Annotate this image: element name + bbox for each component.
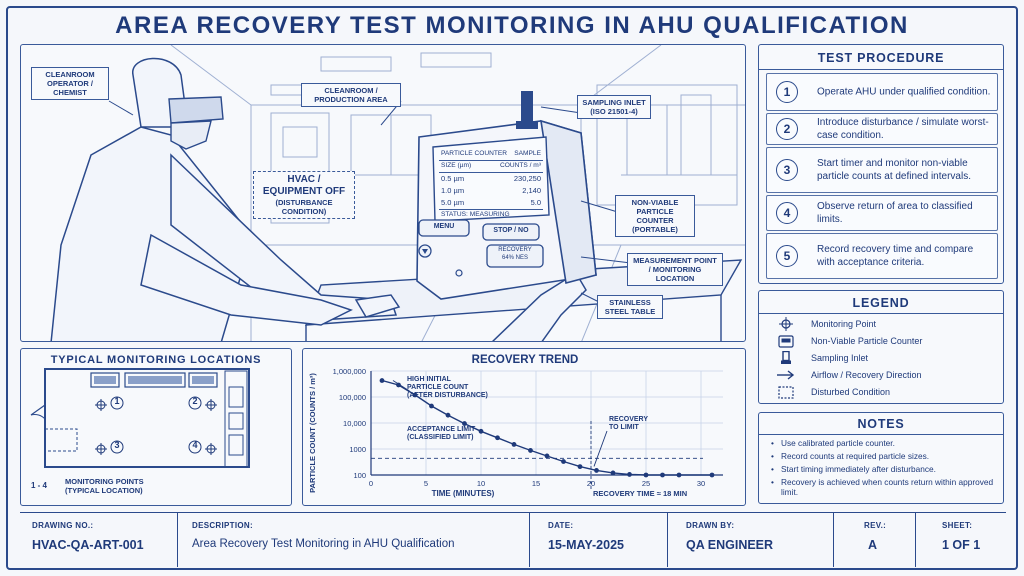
monitoring-point-icon (777, 317, 795, 331)
note-item: • Recovery is achieved when counts return within approved limit. (769, 477, 995, 498)
screen-col-size: SIZE (µm) (441, 161, 472, 169)
data-point (594, 468, 599, 473)
sheet-value: 1 OF 1 (942, 538, 981, 552)
data-point (545, 454, 550, 459)
operator-label: CLEANROOM OPERATOR / CHEMIST (31, 67, 109, 100)
data-point (512, 442, 517, 447)
recovery-time-annotation: RECOVERY TIME ≈ 18 MIN (593, 489, 688, 498)
floor-plan (21, 349, 293, 507)
recovery-button-line2: 64% NES (501, 254, 528, 261)
data-point (710, 473, 715, 478)
data-point (495, 435, 500, 440)
rev-cell (834, 513, 916, 567)
screen-size: 0.5 µm (441, 173, 465, 183)
title-underline (759, 313, 1003, 314)
notes-panel (758, 412, 1004, 504)
screen-size: 1.0 µm (441, 185, 465, 195)
recovery-button[interactable] (487, 247, 543, 263)
illustration-panel (20, 44, 746, 342)
high-count-line1: HIGH INITIAL (407, 376, 451, 383)
locations-panel (20, 348, 292, 506)
location-caption (65, 477, 144, 496)
screen-status: STATUS: MEASURING (439, 209, 543, 221)
data-point (644, 473, 649, 478)
recovery-trend-chart (303, 349, 747, 507)
legend-item (777, 333, 922, 349)
screen-col-counts: COUNTS / m³ (499, 161, 541, 169)
data-point (446, 413, 451, 418)
legend-label: Monitoring Point (811, 319, 877, 329)
sheet-cell (916, 513, 1006, 567)
counter-screen (439, 149, 543, 221)
step-text: Operate AHU under qualified condition. (817, 86, 991, 98)
screen-count: 5.0 (530, 198, 541, 208)
high-count-annotation (407, 376, 488, 399)
legend-item (777, 350, 868, 366)
date-label: DATE: (548, 521, 574, 530)
y-tick-label: 100,000 (338, 393, 366, 402)
title-underline (759, 434, 1003, 435)
sampling-inlet-icon (777, 351, 795, 365)
location-caption-line2: (TYPICAL LOCATION) (65, 486, 143, 496)
location-point-label: 4 (192, 440, 198, 450)
screen-size: 5.0 µm (441, 198, 465, 208)
location-point-label: 1 (114, 396, 120, 406)
rev-value: A (868, 538, 878, 552)
legend-label: Non-Viable Particle Counter (811, 336, 923, 346)
procedure-step (766, 147, 998, 193)
recovery-trend-panel (302, 348, 746, 506)
note-item: • Start timing immediately after disturbance. (769, 464, 995, 474)
step-number: 2 (776, 118, 798, 140)
locations-title: TYPICAL MONITORING LOCATIONS (50, 354, 262, 366)
legend-item (777, 316, 876, 332)
y-tick-label: 100 (353, 471, 366, 480)
procedure-step (766, 73, 998, 111)
data-point (380, 378, 385, 383)
data-point (677, 473, 682, 478)
data-point (578, 464, 583, 469)
screen-count: 2,140 (522, 185, 541, 195)
area-label: CLEANROOM / PRODUCTION AREA (301, 83, 401, 107)
date-cell (530, 513, 668, 567)
x-axis-label: TIME (MINUTES) (431, 489, 495, 498)
measurement-point-label: MEASUREMENT POINT / MONITORING LOCATION (627, 253, 723, 286)
y-axis-label: PARTICLE COUNT (COUNTS / m³) (308, 373, 317, 493)
legend-label: Disturbed Condition (811, 387, 891, 397)
y-tick-label: 10,000 (343, 419, 366, 428)
x-tick-label: 25 (641, 479, 651, 488)
x-tick-label: 0 (368, 479, 374, 488)
x-tick-label: 5 (423, 479, 429, 488)
legend-label: Sampling Inlet (811, 353, 869, 363)
y-tick-label: 1,000,000 (332, 367, 366, 376)
data-point (396, 383, 401, 388)
data-point (611, 471, 616, 476)
drawn-by-value: QA ENGINEER (686, 538, 774, 552)
legend-label: Airflow / Recovery Direction (811, 370, 922, 380)
legend-item (777, 384, 890, 400)
screen-row (439, 197, 543, 209)
description-label: DESCRIPTION: (192, 521, 253, 530)
recovery-line2: TO LIMIT (609, 424, 639, 431)
rev-label: REV.: (864, 521, 887, 530)
test-procedure-panel (758, 44, 1004, 284)
menu-button[interactable]: MENU (433, 223, 455, 230)
procedure-step (766, 233, 998, 279)
recovery-button-line1: RECOVERY (498, 247, 532, 253)
step-text: Introduce disturbance / simulate worst-case condition. (817, 117, 989, 141)
legend-item (777, 367, 922, 383)
screen-count: 230,250 (513, 173, 541, 183)
hvac-label (253, 171, 355, 219)
note-item: • Use calibrated particle counter. (769, 438, 995, 448)
acceptance-line2: (CLASSIFIED LIMIT) (407, 434, 474, 441)
step-number: 4 (776, 202, 798, 224)
screen-row (439, 185, 543, 197)
x-tick-label: 20 (586, 479, 596, 488)
y-tick-label: 1000 (349, 445, 366, 454)
location-caption-line1: MONITORING POINTS (65, 477, 144, 486)
step-text: Start timer and monitor non-viable particle counts at defined intervals. (817, 158, 971, 182)
location-point-label: 2 (192, 396, 198, 406)
notes-title: NOTES (857, 417, 905, 431)
high-count-line2: PARTICLE COUNT (407, 384, 469, 391)
recovery-line1: RECOVERY (609, 416, 648, 423)
step-text: Record recovery time and compare with acceptance criteria. (817, 244, 974, 268)
title-underline (759, 69, 1003, 70)
hvac-label-title: HVAC / EQUIPMENT OFF (262, 174, 346, 197)
x-tick-label: 30 (696, 479, 706, 488)
recovery-annotation (609, 416, 650, 431)
drawing-no-value: HVAC-QA-ART-001 (32, 538, 144, 552)
date-value: 15-MAY-2025 (548, 538, 624, 552)
acceptance-line1: ACCEPTANCE LIMIT (407, 426, 476, 433)
data-point (479, 429, 484, 434)
procedure-step (766, 195, 998, 231)
data-point (660, 473, 665, 478)
chart-ticks (333, 367, 706, 488)
sampling-inlet-label: SAMPLING INLET (ISO 21501-4) (577, 95, 651, 119)
particle-counter-label: NON-VIABLE PARTICLE COUNTER (PORTABLE) (615, 195, 695, 237)
stainless-table-label: STAINLESS STEEL TABLE (597, 295, 663, 319)
description-value: Area Recovery Test Monitoring in AHU Qualification (192, 538, 455, 550)
screen-row (439, 173, 543, 185)
step-number: 3 (776, 159, 798, 181)
hvac-label-sub: (DISTURBANCE CONDITION) (275, 198, 333, 216)
x-tick-label: 10 (476, 479, 486, 488)
legend-panel (758, 290, 1004, 404)
acceptance-annotation (407, 426, 477, 441)
screen-header-row (439, 149, 543, 161)
screen-header: PARTICLE COUNTER (441, 150, 508, 157)
drawing-no-cell (20, 513, 178, 567)
data-point (528, 448, 533, 453)
screen-column-row (439, 161, 543, 173)
arrow-right-icon (777, 368, 795, 382)
data-point (429, 404, 434, 409)
test-procedure-title: TEST PROCEDURE (817, 51, 945, 65)
chart-title: RECOVERY TREND (471, 354, 579, 366)
note-item: • Record counts at required particle sizes. (769, 451, 995, 461)
x-tick-label: 15 (531, 479, 541, 488)
drawn-by-cell (668, 513, 834, 567)
page-title: AREA RECOVERY TEST MONITORING IN AHU QUALIFICATION (115, 12, 909, 39)
stop-button[interactable]: STOP / NO (493, 227, 529, 234)
dashed-box-icon (777, 385, 795, 399)
step-text: Observe return of area to classified limits. (817, 201, 973, 225)
drawing-no-label: DRAWING NO.: (32, 521, 94, 530)
step-number: 5 (776, 245, 798, 267)
data-point (561, 459, 566, 464)
location-caption-key: 1 - 4 (31, 481, 48, 490)
step-number: 1 (776, 81, 798, 103)
procedure-step (766, 113, 998, 145)
sheet-label: SHEET: (942, 521, 973, 530)
screen-header-right: SAMPLE (514, 150, 541, 157)
particle-counter-icon (777, 334, 795, 348)
high-count-line3: (AFTER DISTURBANCE) (407, 392, 488, 399)
legend-title: LEGEND (852, 296, 910, 310)
location-point-label: 3 (114, 440, 120, 450)
drawn-by-label: DRAWN BY: (686, 521, 735, 530)
description-cell (178, 513, 530, 567)
data-point (627, 472, 632, 477)
